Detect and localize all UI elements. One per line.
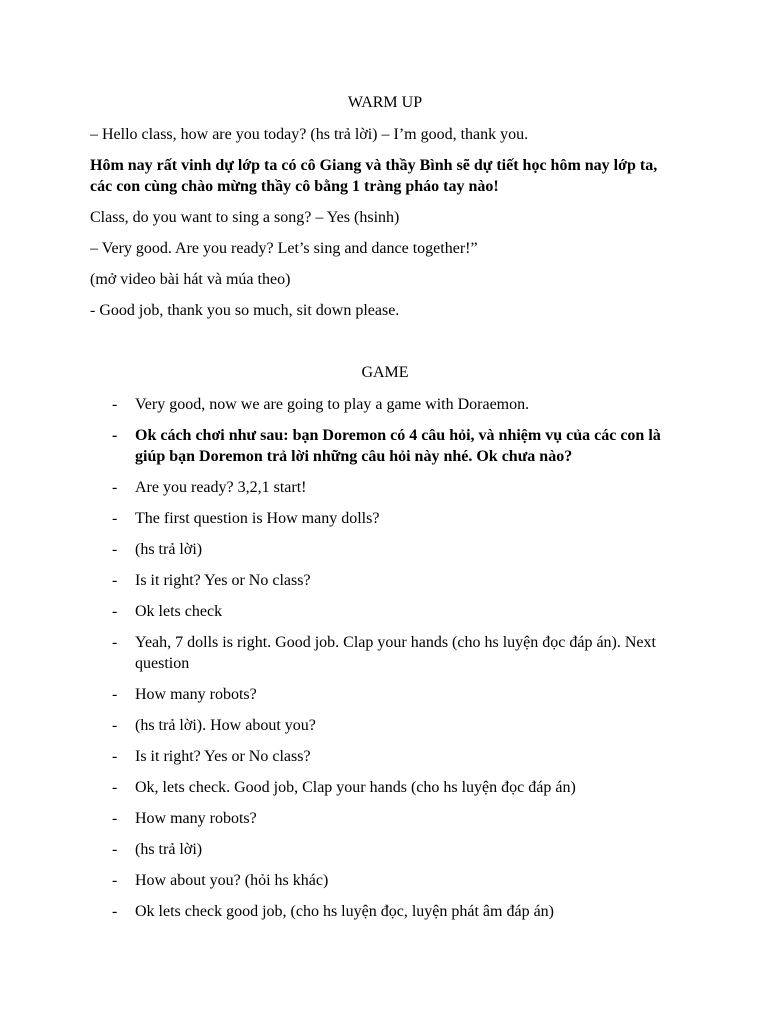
- list-dash: -: [112, 903, 118, 920]
- list-item-text: Ok lets check good job, (cho hs luyện đọc, luyện phát âm đáp án): [135, 903, 554, 920]
- list-item: [90, 746, 680, 767]
- list-item-text: Is it right? Yes or No class?: [135, 572, 311, 589]
- list-dash: -: [112, 479, 118, 496]
- warmup-paragraph: Class, do you want to sing a song? – Yes (hsinh): [90, 209, 400, 226]
- list-item-text: The first question is How many dolls?: [135, 510, 380, 527]
- list-item: [90, 777, 680, 798]
- list-item-text: How many robots?: [135, 810, 257, 827]
- list-item-text: Are you ready? 3,2,1 start!: [135, 479, 307, 496]
- list-item-text: How about you? (hỏi hs khác): [135, 872, 329, 889]
- list-dash: -: [112, 810, 118, 827]
- list-item: [90, 570, 680, 591]
- list-item: [90, 715, 680, 736]
- list-dash: -: [112, 779, 118, 796]
- list-item: [90, 601, 680, 622]
- list-item: [90, 870, 680, 891]
- list-dash: -: [112, 686, 118, 703]
- document-page: [90, 92, 680, 932]
- game-heading: GAME: [361, 364, 409, 381]
- list-dash: -: [112, 510, 118, 527]
- section-spacer: [90, 331, 680, 362]
- list-item-text: Yeah, 7 dolls is right. Good job. Clap your hands (cho hs luyện đọc đáp án). Next question: [135, 634, 656, 672]
- list-item: [90, 808, 680, 829]
- list-item: [90, 508, 680, 529]
- list-item: [90, 901, 680, 922]
- list-dash: -: [112, 717, 118, 734]
- list-dash: -: [112, 427, 118, 444]
- list-item: [90, 394, 680, 415]
- list-dash: -: [112, 603, 118, 620]
- list-item-text: How many robots?: [135, 686, 257, 703]
- list-item: [90, 539, 680, 560]
- list-item: [90, 632, 680, 674]
- list-dash: -: [112, 572, 118, 589]
- list-item-text: (hs trả lời): [135, 841, 203, 858]
- list-item-text: Very good, now we are going to play a game with Doraemon.: [135, 396, 530, 413]
- list-dash: -: [112, 396, 118, 413]
- list-dash: -: [112, 634, 118, 651]
- list-dash: -: [112, 841, 118, 858]
- warmup-paragraph: - Good job, thank you so much, sit down please.: [90, 302, 400, 319]
- list-item-text: (hs trả lời): [135, 541, 203, 558]
- list-item: [90, 839, 680, 860]
- warmup-heading: WARM UP: [347, 94, 423, 111]
- warmup-paragraph: – Hello class, how are you today? (hs trả lời) – I’m good, thank you.: [90, 126, 529, 143]
- list-dash: -: [112, 872, 118, 889]
- list-dash: -: [112, 541, 118, 558]
- list-dash: -: [112, 748, 118, 765]
- list-item: [90, 684, 680, 705]
- list-item: [90, 425, 680, 467]
- list-item-text: Ok lets check: [135, 603, 223, 620]
- list-item-text: (hs trả lời). How about you?: [135, 717, 316, 734]
- warmup-paragraph: (mở video bài hát và múa theo): [90, 271, 291, 288]
- list-item-text: Is it right? Yes or No class?: [135, 748, 311, 765]
- warmup-paragraph: – Very good. Are you ready? Let’s sing and dance together!”: [90, 240, 478, 257]
- warmup-paragraph: Hôm nay rất vinh dự lớp ta có cô Giang và thầy Bình sẽ dự tiết học hôm nay lớp ta, các con cùng chào mừng thầy cô bằng 1 tràng pháo tay nào!: [90, 157, 658, 195]
- list-item-text: Ok cách chơi như sau: bạn Doremon có 4 câu hỏi, và nhiệm vụ của các con là giúp bạn Doremon trả lời những câu hỏi này nhé. Ok chưa nào?: [135, 427, 661, 465]
- list-item: [90, 477, 680, 498]
- game-list: [90, 394, 680, 922]
- list-item-text: Ok, lets check. Good job, Clap your hands (cho hs luyện đọc đáp án): [135, 779, 576, 796]
